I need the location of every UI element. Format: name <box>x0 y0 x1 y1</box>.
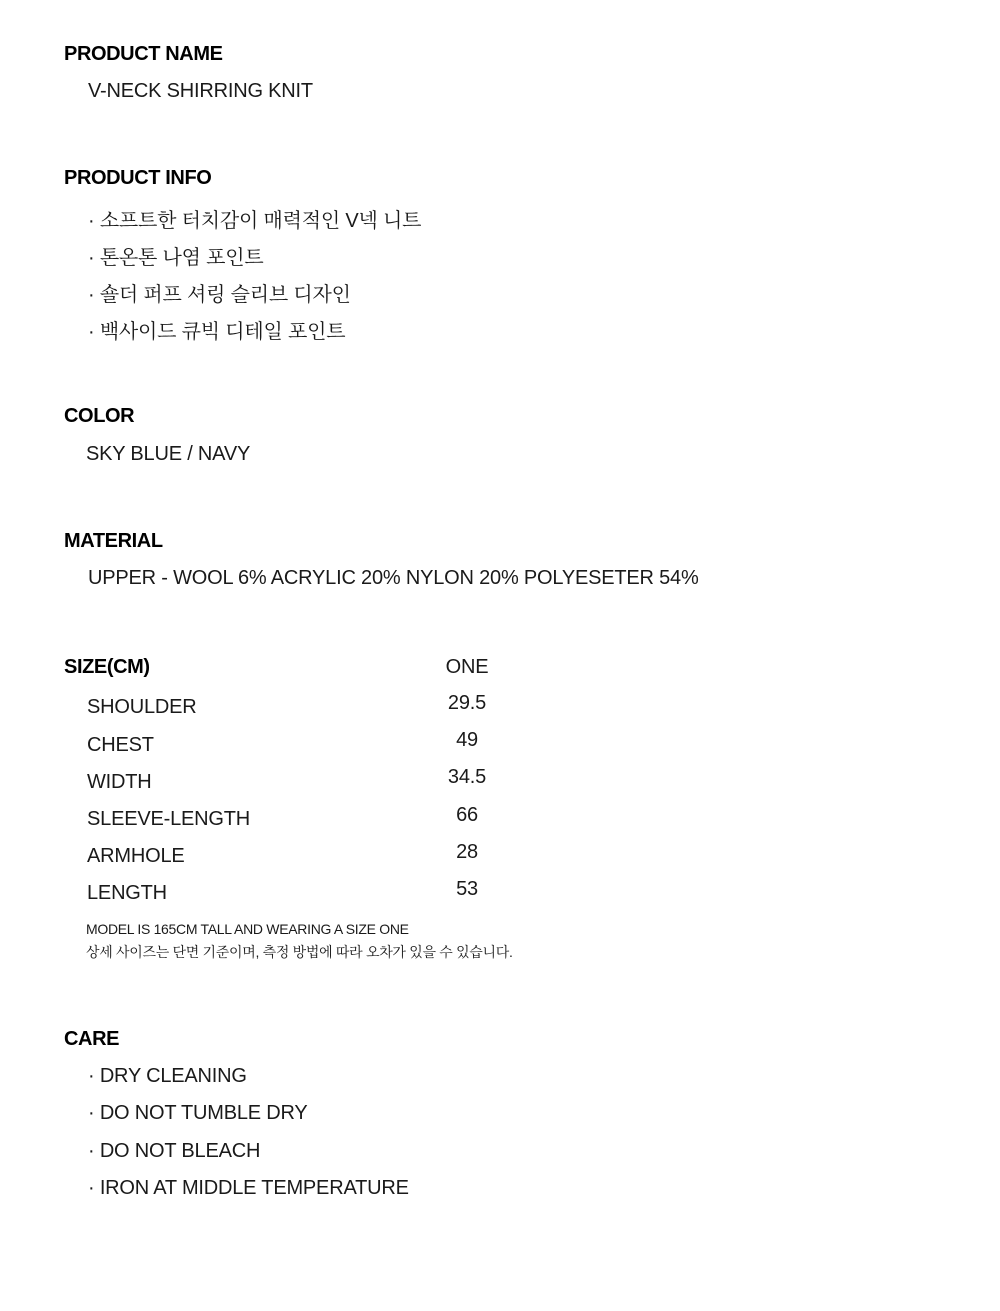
material-value: UPPER - WOOL 6% ACRYLIC 20% NYLON 20% POLYESETER 54% <box>88 567 699 589</box>
size-row-label: ARMHOLE <box>87 845 185 867</box>
product-name-heading: PRODUCT NAME <box>64 43 223 65</box>
size-row-value: 28 <box>456 841 478 863</box>
material-heading: MATERIAL <box>64 530 163 552</box>
size-row-label: WIDTH <box>87 771 152 793</box>
color-value: SKY BLUE / NAVY <box>86 443 251 465</box>
size-heading: SIZE(CM) <box>64 656 150 678</box>
product-name-value: V-NECK SHIRRING KNIT <box>88 80 313 102</box>
product-info-item: · 백사이드 큐빅 디테일 포인트 <box>88 321 346 343</box>
size-column-header: ONE <box>445 656 489 678</box>
care-item: · DO NOT TUMBLE DRY <box>88 1102 308 1124</box>
size-row-value: 66 <box>456 804 478 826</box>
care-item: · DRY CLEANING <box>88 1065 247 1087</box>
size-row-value: 53 <box>456 878 478 900</box>
size-row-value: 29.5 <box>447 692 487 714</box>
size-row-value: 49 <box>456 729 478 751</box>
color-heading: COLOR <box>64 405 135 427</box>
product-info-item: · 소프트한 터치감이 매력적인 V넥 니트 <box>88 210 422 232</box>
size-row-value: 34.5 <box>447 766 487 788</box>
product-info-item: · 숄더 퍼프 셔링 슬리브 디자인 <box>88 284 351 306</box>
product-info-heading: PRODUCT INFO <box>64 167 212 189</box>
care-item: · IRON AT MIDDLE TEMPERATURE <box>88 1177 409 1199</box>
care-item: · DO NOT BLEACH <box>88 1140 261 1162</box>
care-heading: CARE <box>64 1028 120 1050</box>
size-row-label: LENGTH <box>87 882 167 904</box>
size-row-label: SHOULDER <box>87 696 197 718</box>
measurement-note: 상세 사이즈는 단면 기준이며, 측정 방법에 따라 오차가 있을 수 있습니다. <box>86 944 513 960</box>
model-note: MODEL IS 165CM TALL AND WEARING A SIZE ONE <box>86 921 409 937</box>
size-row-label: CHEST <box>87 734 154 756</box>
size-row-label: SLEEVE-LENGTH <box>87 808 251 830</box>
product-info-item: · 톤온톤 나염 포인트 <box>88 247 264 269</box>
